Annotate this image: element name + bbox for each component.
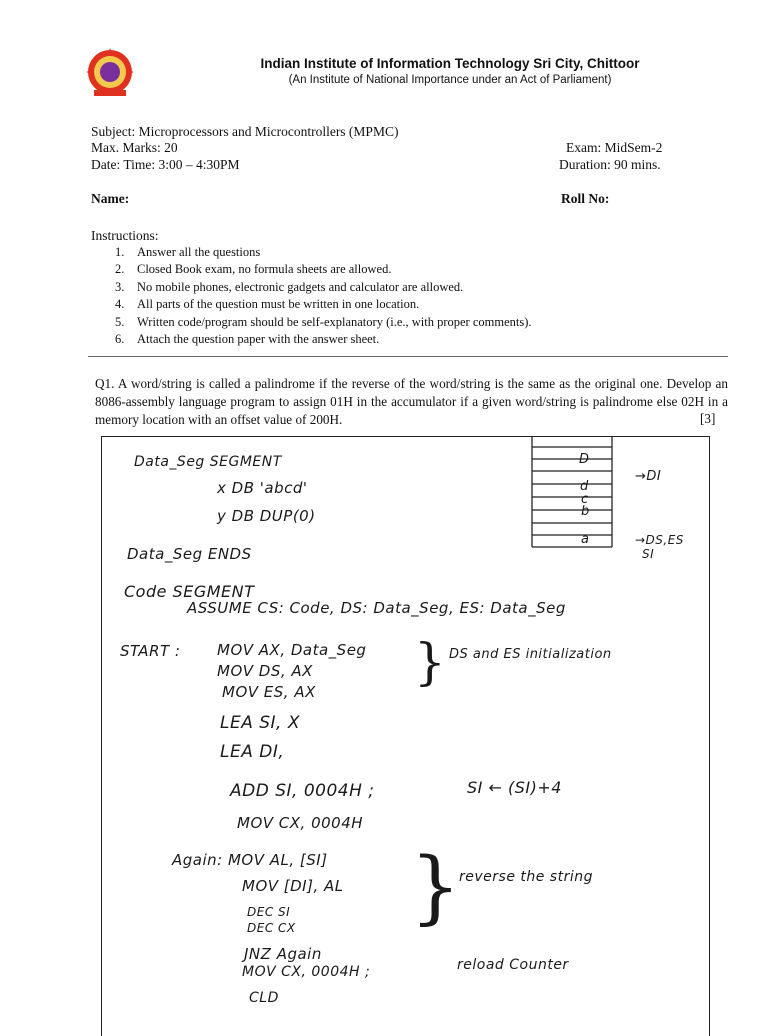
memory-cell: D [579,452,590,467]
code-line: x DB 'abcd' [217,479,308,497]
code-line: MOV CX, 0004H [237,814,364,832]
code-line: MOV ES, AX [222,683,316,701]
list-item: 4. All parts of the question must be written in one location. [115,297,420,312]
code-line: DEC SI [247,905,291,919]
exam-name: Exam: MidSem-2 [566,140,663,155]
name-label: Name: [91,191,130,206]
code-line: Again: MOV AL, [SI] [172,851,328,869]
instructions-title: Instructions: [91,228,159,243]
subject-line: Subject: Microprocessors and Microcontrollers (MPMC) [91,124,399,139]
memory-cell: d [580,479,589,494]
divider [88,356,728,357]
code-line: LEA DI, [220,742,285,762]
code-line: MOV AX, Data_Seg [217,641,367,659]
list-item: 5. Written code/program should be self-explanatory (i.e., with proper comments). [115,314,532,329]
code-line: START : [120,642,181,660]
memory-cell: a [581,532,590,547]
answer-box [101,436,710,1036]
institute-name: Indian Institute of Information Technology Sri City, Chittoor [260,56,640,71]
code-line: y DB DUP(0) [217,507,316,525]
roll-number-label: Roll No: [561,191,610,206]
code-line: DEC CX [247,921,296,935]
list-item: 2. Closed Book exam, no formula sheets are allowed. [115,262,392,277]
code-line: MOV DS, AX [217,662,313,680]
date-time: Date: Time: 3:00 – 4:30PM [91,157,240,172]
code-comment: SI ← (SI)+4 [467,778,562,797]
ds-es-pointer-label: →DS,ES [635,533,684,547]
di-pointer-label: →DI [635,469,662,484]
duration: Duration: 90 mins. [559,157,661,172]
list-item: 3. No mobile phones, electronic gadgets and calculator are allowed. [115,279,464,294]
code-line: MOV CX, 0004H ; [242,964,371,980]
code-line: JNZ Again [244,945,322,963]
iiit-logo-icon [80,44,144,100]
memory-cell: b [581,504,590,519]
code-line: MOV [DI], AL [242,877,344,895]
code-comment: DS and ES initialization [449,647,612,662]
si-pointer-label: SI [642,547,655,561]
list-item: 6. Attach the question paper with the answer sheet. [115,331,380,346]
code-line: CLD [249,990,279,1006]
max-marks: Max. Marks: 20 [91,140,178,155]
code-line: Code SEGMENT [124,582,255,601]
code-line: ASSUME CS: Code, DS: Data_Seg, ES: Data_Seg [187,599,566,617]
code-comment: reload Counter [457,957,569,973]
list-item: 1. Answer all the questions [115,245,261,259]
code-line: LEA SI, X [220,713,301,733]
brace-icon: } [414,633,446,691]
institute-subtitle: (An Institute of National Importance under an Act of Parliament) [288,74,612,86]
brace-icon: } [410,840,461,933]
code-line: Data_Seg ENDS [127,545,252,563]
instructions-list [115,244,715,348]
code-line: Data_Seg SEGMENT [134,454,282,470]
question-marks: [3] [700,411,716,426]
question-text: Q1. A word/string is called a palindrome if the reverse of the word/string is the same as the original one. Develop an 8086-assembly language program to assign 01H in the accumulator if a given word/string is palindrome else 02H in a memory location with an offset value of 200H. [95,376,728,428]
code-line: ADD SI, 0004H ; [230,781,375,801]
memory-cell: c [581,492,589,507]
code-comment: reverse the string [459,869,593,885]
